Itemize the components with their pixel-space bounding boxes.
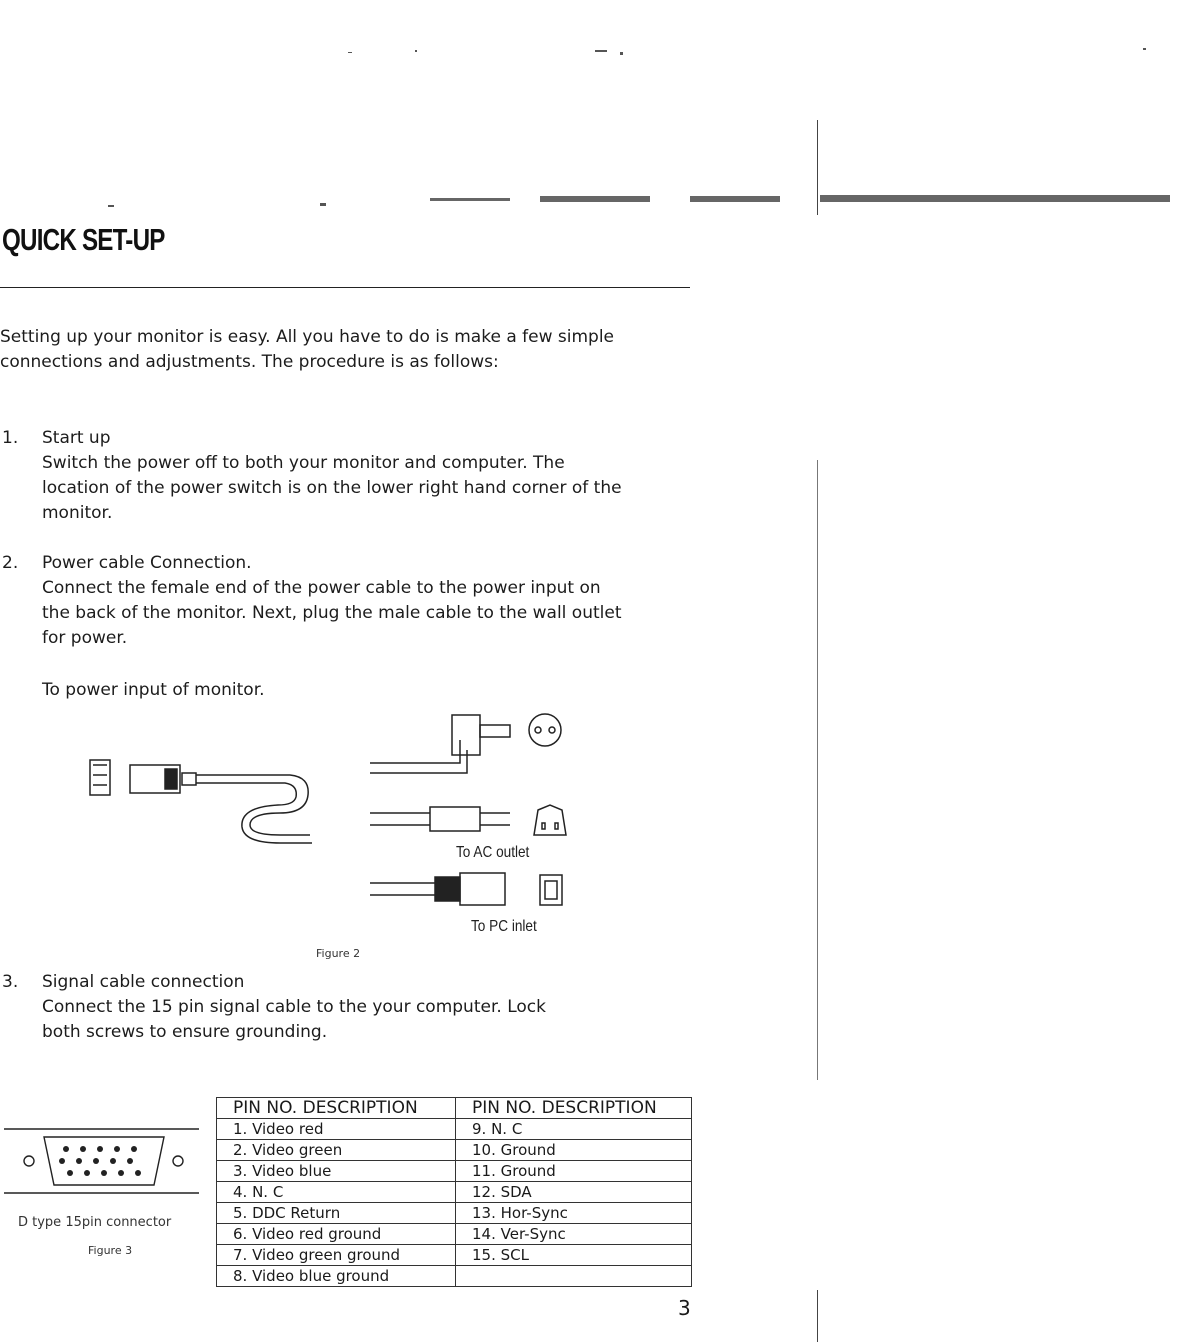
dsub-connector-illustration bbox=[4, 1125, 204, 1197]
table-header-row bbox=[217, 1098, 692, 1119]
table-row bbox=[217, 1266, 692, 1287]
table-row bbox=[217, 1203, 692, 1224]
table-cell: 5. DDC Return bbox=[217, 1203, 456, 1224]
table-cell: 1. Video red bbox=[217, 1119, 456, 1140]
column-header: PIN NO. DESCRIPTION bbox=[217, 1098, 456, 1119]
step-text: Connect the female end of the power cable to the power input on the back of the monitor. Next, plug the male cable to the wall outlet for power. bbox=[42, 578, 622, 648]
table-row bbox=[217, 1182, 692, 1203]
step-text: Switch the power off to both your monitor and computer. The location of the power switch is on the lower right hand corner of the monitor. bbox=[42, 453, 622, 523]
scan-noise bbox=[0, 0, 1179, 260]
step-heading: Start up bbox=[42, 428, 111, 448]
power-cable-illustration bbox=[80, 705, 600, 945]
step-number: 1. bbox=[2, 428, 19, 448]
table-cell: 13. Hor-Sync bbox=[456, 1203, 692, 1224]
step-note: To power input of monitor. bbox=[42, 680, 265, 700]
table-cell: 7. Video green ground bbox=[217, 1245, 456, 1266]
ac-outlet-label: To AC outlet bbox=[456, 844, 530, 861]
step-number: 3. bbox=[2, 972, 19, 992]
table-row bbox=[217, 1161, 692, 1182]
page-title: QUICK SET-UP bbox=[2, 222, 165, 257]
pc-inlet-label: To PC inlet bbox=[471, 918, 537, 935]
table-cell: 3. Video blue bbox=[217, 1161, 456, 1182]
pin-assignment-table bbox=[216, 1097, 692, 1287]
table-cell: 14. Ver-Sync bbox=[456, 1224, 692, 1245]
table-cell bbox=[456, 1266, 692, 1287]
step-heading: Signal cable connection bbox=[42, 972, 245, 992]
margin-line bbox=[817, 1290, 818, 1342]
connector-label: D type 15pin connector bbox=[18, 1215, 172, 1230]
margin-line bbox=[817, 460, 818, 1080]
table-cell: 9. N. C bbox=[456, 1119, 692, 1140]
column-header: PIN NO. DESCRIPTION bbox=[456, 1098, 692, 1119]
table-cell: 12. SDA bbox=[456, 1182, 692, 1203]
step-text: Connect the 15 pin signal cable to the your computer. Lock both screws to ensure grounding. bbox=[42, 997, 546, 1042]
intro-paragraph: Setting up your monitor is easy. All you have to do is make a few simple connections and adjustments. The procedure is as follows: bbox=[0, 327, 615, 372]
table-cell: 11. Ground bbox=[456, 1161, 692, 1182]
table-row bbox=[217, 1119, 692, 1140]
table-row bbox=[217, 1224, 692, 1245]
table-row bbox=[217, 1245, 692, 1266]
table-cell: 15. SCL bbox=[456, 1245, 692, 1266]
table-cell: 4. N. C bbox=[217, 1182, 456, 1203]
table-cell: 2. Video green bbox=[217, 1140, 456, 1161]
table-row bbox=[217, 1140, 692, 1161]
page-number: 3 bbox=[678, 1296, 691, 1320]
figure-caption: Figure 3 bbox=[88, 1244, 133, 1257]
table-cell: 8. Video blue ground bbox=[217, 1266, 456, 1287]
step-heading: Power cable Connection. bbox=[42, 553, 252, 573]
table-cell: 6. Video red ground bbox=[217, 1224, 456, 1245]
margin-line bbox=[817, 120, 818, 215]
step-number: 2. bbox=[2, 553, 19, 573]
figure-caption: Figure 2 bbox=[316, 947, 361, 960]
table-cell: 10. Ground bbox=[456, 1140, 692, 1161]
title-rule bbox=[0, 287, 690, 288]
